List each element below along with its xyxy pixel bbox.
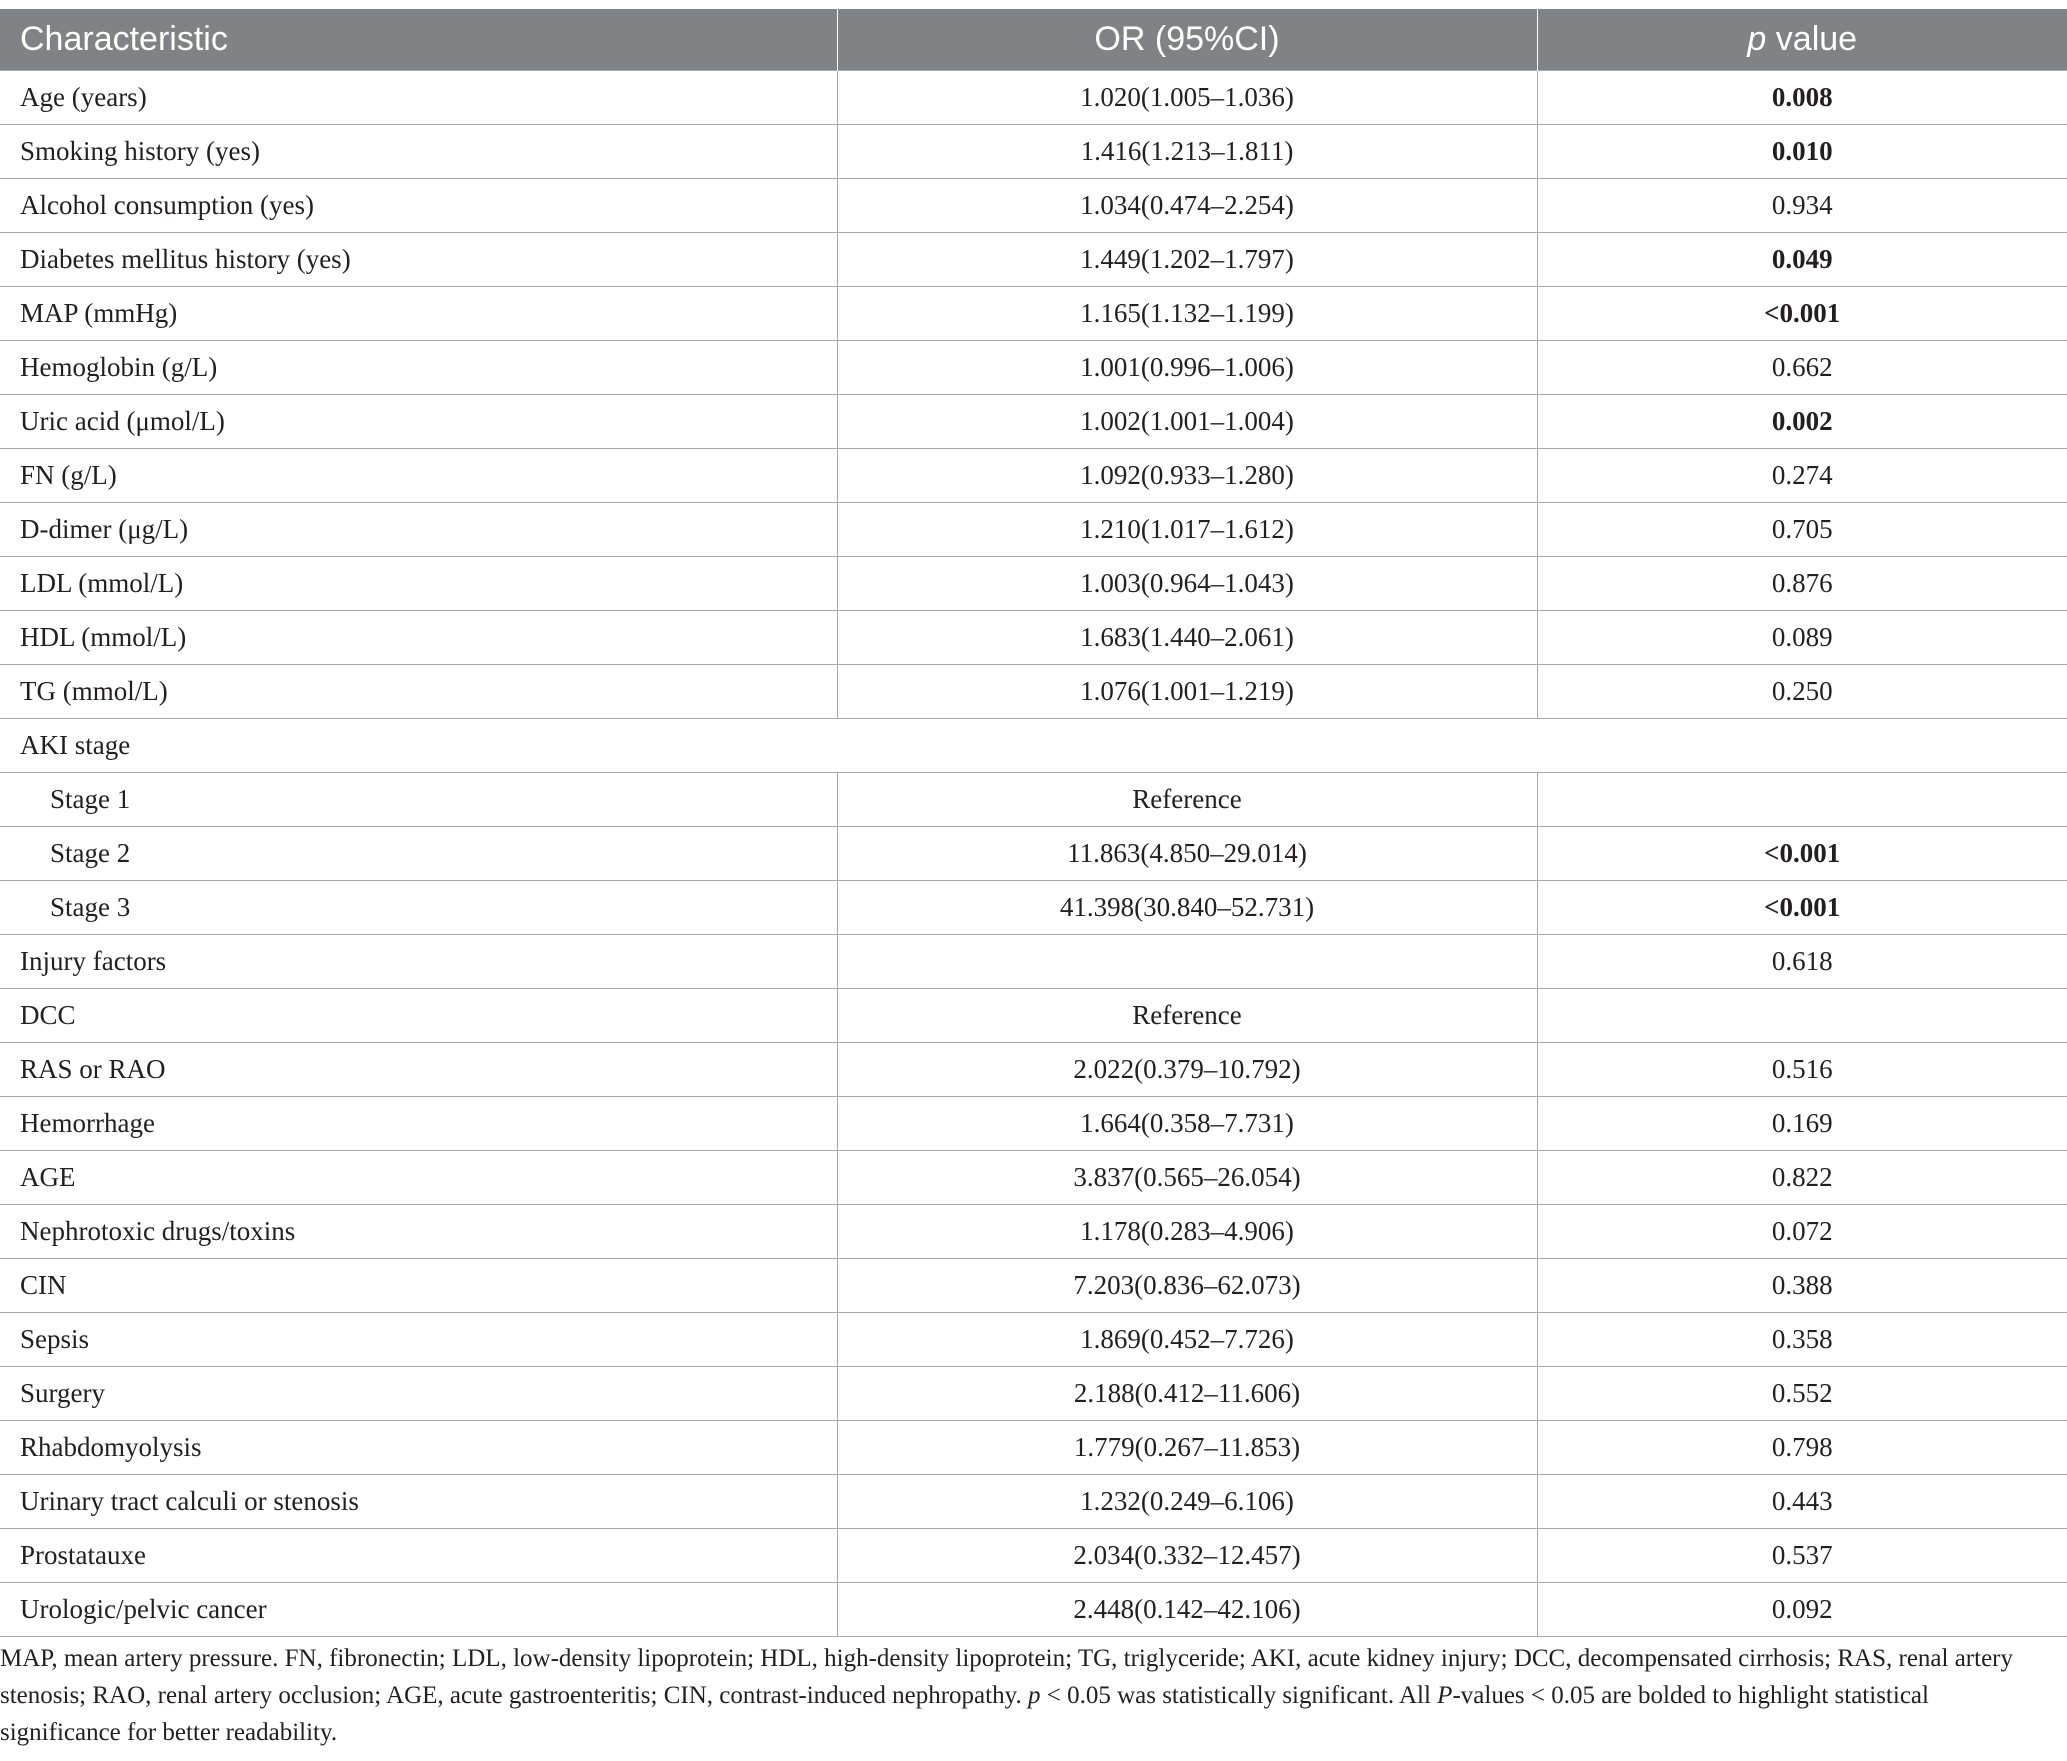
row-p-value: 0.002 — [1537, 395, 2067, 449]
row-or-ci: Reference — [837, 989, 1537, 1043]
table-row — [0, 1259, 2067, 1313]
row-or-ci: 1.165(1.132–1.199) — [837, 287, 1537, 341]
row-p-value: 0.662 — [1537, 341, 2067, 395]
row-or-ci: 2.188(0.412–11.606) — [837, 1367, 1537, 1421]
table-row — [0, 1313, 2067, 1367]
row-characteristic: Nephrotoxic drugs/toxins — [0, 1205, 837, 1259]
row-p-value: 0.388 — [1537, 1259, 2067, 1313]
row-characteristic: Rhabdomyolysis — [0, 1421, 837, 1475]
header-p-value — [1537, 9, 2067, 71]
row-characteristic: Diabetes mellitus history (yes) — [0, 233, 837, 287]
row-p-value: 0.516 — [1537, 1043, 2067, 1097]
row-characteristic: Stage 1 — [0, 773, 837, 827]
row-characteristic: Prostatauxe — [0, 1529, 837, 1583]
row-p-value: 0.250 — [1537, 665, 2067, 719]
table-row — [0, 611, 2067, 665]
row-characteristic: Hemorrhage — [0, 1097, 837, 1151]
row-p-value: 0.092 — [1537, 1583, 2067, 1637]
row-or-ci: 7.203(0.836–62.073) — [837, 1259, 1537, 1313]
row-characteristic: AGE — [0, 1151, 837, 1205]
table-row — [0, 1151, 2067, 1205]
table-row — [0, 287, 2067, 341]
row-p-value: 0.008 — [1537, 71, 2067, 125]
header-row — [0, 9, 2067, 71]
row-p-value: 0.072 — [1537, 1205, 2067, 1259]
row-p-value: 0.010 — [1537, 125, 2067, 179]
table-row — [0, 1367, 2067, 1421]
table-row — [0, 233, 2067, 287]
row-p-value: 0.934 — [1537, 179, 2067, 233]
row-characteristic: Stage 3 — [0, 881, 837, 935]
row-or-ci: 3.837(0.565–26.054) — [837, 1151, 1537, 1205]
row-or-ci: 1.416(1.213–1.811) — [837, 125, 1537, 179]
table-row — [0, 989, 2067, 1043]
row-section-label: AKI stage — [0, 719, 2067, 773]
results-table — [0, 9, 2067, 1637]
row-p-value: 0.822 — [1537, 1151, 2067, 1205]
table-row — [0, 773, 2067, 827]
table-row — [0, 125, 2067, 179]
row-or-ci: 1.092(0.933–1.280) — [837, 449, 1537, 503]
row-or-ci — [837, 935, 1537, 989]
row-or-ci: 1.449(1.202–1.797) — [837, 233, 1537, 287]
row-characteristic: CIN — [0, 1259, 837, 1313]
row-p-value: 0.443 — [1537, 1475, 2067, 1529]
table-row — [0, 665, 2067, 719]
row-p-value: 0.169 — [1537, 1097, 2067, 1151]
row-characteristic: Sepsis — [0, 1313, 837, 1367]
table-footnote — [0, 1640, 2040, 1751]
header-p-rest: value — [1766, 20, 1858, 58]
table-row — [0, 827, 2067, 881]
table-row — [0, 449, 2067, 503]
footnote-P-italic: P — [1437, 1682, 1453, 1709]
row-or-ci: 1.210(1.017–1.612) — [837, 503, 1537, 557]
table-header — [0, 9, 2067, 71]
row-p-value: 0.358 — [1537, 1313, 2067, 1367]
row-characteristic: RAS or RAO — [0, 1043, 837, 1097]
table-row — [0, 503, 2067, 557]
table-row — [0, 1475, 2067, 1529]
row-or-ci: 1.869(0.452–7.726) — [837, 1313, 1537, 1367]
row-characteristic: Stage 2 — [0, 827, 837, 881]
row-characteristic: Alcohol consumption (yes) — [0, 179, 837, 233]
row-or-ci: 2.034(0.332–12.457) — [837, 1529, 1537, 1583]
row-p-value: 0.705 — [1537, 503, 2067, 557]
row-or-ci: 2.022(0.379–10.792) — [837, 1043, 1537, 1097]
row-or-ci: 11.863(4.850–29.014) — [837, 827, 1537, 881]
footnote-part3: -values < 0.05 are bolded to highlight statistical significance for better readability. — [0, 1682, 1929, 1746]
row-p-value: <0.001 — [1537, 881, 2067, 935]
header-or: OR (95%CI) — [837, 9, 1537, 71]
row-p-value: 0.876 — [1537, 557, 2067, 611]
row-p-value — [1537, 989, 2067, 1043]
table-row — [0, 341, 2067, 395]
table-row — [0, 71, 2067, 125]
header-p-italic: p — [1747, 20, 1767, 58]
row-characteristic: Surgery — [0, 1367, 837, 1421]
row-or-ci: 1.076(1.001–1.219) — [837, 665, 1537, 719]
row-p-value: 0.537 — [1537, 1529, 2067, 1583]
row-p-value — [1537, 773, 2067, 827]
row-or-ci: 1.232(0.249–6.106) — [837, 1475, 1537, 1529]
table-row — [0, 1529, 2067, 1583]
row-characteristic: LDL (mmol/L) — [0, 557, 837, 611]
table-row — [0, 1583, 2067, 1637]
row-characteristic: DCC — [0, 989, 837, 1043]
row-or-ci: 1.002(1.001–1.004) — [837, 395, 1537, 449]
footnote-part2: < 0.05 was statistically significant. All — [1040, 1682, 1438, 1709]
table-row — [0, 881, 2067, 935]
row-characteristic: Uric acid (μmol/L) — [0, 395, 837, 449]
row-characteristic: Urinary tract calculi or stenosis — [0, 1475, 837, 1529]
row-p-value: 0.089 — [1537, 611, 2067, 665]
row-p-value: <0.001 — [1537, 827, 2067, 881]
row-or-ci: 1.683(1.440–2.061) — [837, 611, 1537, 665]
row-characteristic: MAP (mmHg) — [0, 287, 837, 341]
row-characteristic: D-dimer (μg/L) — [0, 503, 837, 557]
row-p-value: 0.274 — [1537, 449, 2067, 503]
row-or-ci: 41.398(30.840–52.731) — [837, 881, 1537, 935]
row-p-value: 0.552 — [1537, 1367, 2067, 1421]
row-characteristic: Age (years) — [0, 71, 837, 125]
row-p-value: 0.798 — [1537, 1421, 2067, 1475]
table-row — [0, 179, 2067, 233]
table-row — [0, 719, 2067, 773]
row-p-value: 0.618 — [1537, 935, 2067, 989]
row-characteristic: TG (mmol/L) — [0, 665, 837, 719]
row-or-ci: 1.003(0.964–1.043) — [837, 557, 1537, 611]
row-characteristic: Urologic/pelvic cancer — [0, 1583, 837, 1637]
results-table-container — [0, 9, 2067, 1637]
row-characteristic: FN (g/L) — [0, 449, 837, 503]
row-or-ci: 1.178(0.283–4.906) — [837, 1205, 1537, 1259]
row-characteristic: Hemoglobin (g/L) — [0, 341, 837, 395]
table-row — [0, 1043, 2067, 1097]
row-p-value: <0.001 — [1537, 287, 2067, 341]
table-row — [0, 1205, 2067, 1259]
row-characteristic: Smoking history (yes) — [0, 125, 837, 179]
header-characteristic: Characteristic — [0, 9, 837, 71]
footnote-p-italic: p — [1027, 1682, 1041, 1709]
footnote-part1: MAP, mean artery pressure. FN, fibronectin; LDL, low-density lipoprotein; HDL, high-density lipoprotein; TG, triglyceride; AKI, acute kidney injury; DCC, decompensated cirrhosis; RAS, renal artery stenosis; RAO, renal artery occlusion; AGE, acute gastroenteritis; CIN, contrast-induced nephropathy. — [0, 1645, 2014, 1709]
row-or-ci: 1.664(0.358–7.731) — [837, 1097, 1537, 1151]
table-row — [0, 1421, 2067, 1475]
row-or-ci: 1.779(0.267–11.853) — [837, 1421, 1537, 1475]
row-or-ci: 2.448(0.142–42.106) — [837, 1583, 1537, 1637]
row-or-ci: 1.034(0.474–2.254) — [837, 179, 1537, 233]
row-or-ci: Reference — [837, 773, 1537, 827]
table-row — [0, 935, 2067, 989]
table-row — [0, 557, 2067, 611]
table-row — [0, 395, 2067, 449]
row-or-ci: 1.001(0.996–1.006) — [837, 341, 1537, 395]
row-characteristic: HDL (mmol/L) — [0, 611, 837, 665]
table-row — [0, 1097, 2067, 1151]
table-body — [0, 71, 2067, 1637]
row-characteristic: Injury factors — [0, 935, 837, 989]
row-or-ci: 1.020(1.005–1.036) — [837, 71, 1537, 125]
row-p-value: 0.049 — [1537, 233, 2067, 287]
